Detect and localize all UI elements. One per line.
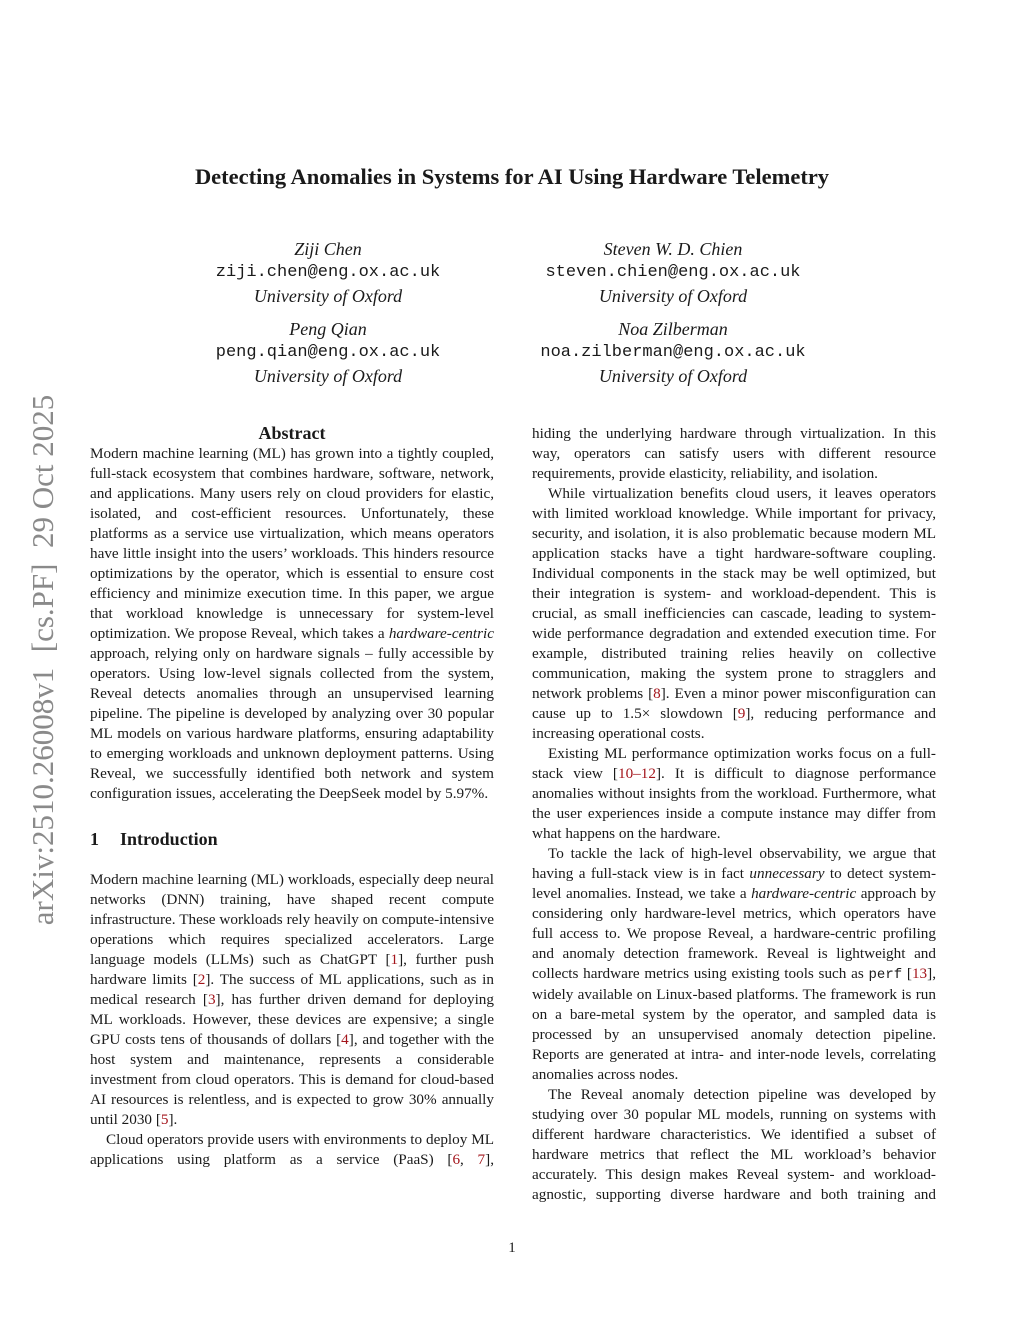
body-paragraph: To tackle the lack of high-level observability, we argue that having a full-stack view is in fact unnecessary to detect system-level anomalies. Instead, we take a hardware-centric approach by considering only hardware-level metrics, which operators have full access to. We propose Reveal, a hardware-centric profiling and anomaly detection framework. Reveal is lightweight and collects hardware metrics using existing tools such as perf [13], widely available on Linux-based platforms. The framework is run on a bare-metal system by the operator, and sampled data is processed by an unsupervised anomaly detection pipeline. Reports are generated at intra- and inter-node levels, correlating anomalies across nodes. (532, 845, 936, 1083)
author-affiliation: University of Oxford (598, 286, 748, 306)
citation-link[interactable]: 10–12 (617, 765, 656, 782)
paper-title: Detecting Anomalies in Systems for AI Using Hardware Telemetry (194, 164, 830, 189)
right-column (532, 424, 936, 1205)
intro-paragraph-1: Modern machine learning (ML) workloads, especially deep neural networks (DNN) training, have shaped recent compute infrastructure. These workloads rely heavily on compute-intensive operations which requires specialized accelerators. Large language models (LLMs) such as ChatGPT [1], further push hardware limits [2]. The success of ML applications, such as in medical research [3], has further driven demand for deploying ML workloads. However, these devices are expensive; a single GPU costs tens of thousands of dollars [4], and together with the host system and maintenance, represents a considerable investment from cloud operators. This is demand for cloud-based AI resources is relentless, and is expected to grow 30% annually until 2030 [5]. (90, 871, 495, 1128)
citation-link[interactable]: 13 (911, 965, 928, 982)
author-affiliation: University of Oxford (598, 366, 748, 386)
citation-link[interactable]: 2 (197, 971, 206, 988)
citation-link[interactable]: 5 (160, 1111, 169, 1128)
citation-link[interactable]: 8 (653, 685, 661, 702)
body-paragraph: While virtualization benefits cloud users, it leaves operators with limited workload knowledge. While important for privacy, security, and isolation, it is also problematic because modern ML application stacks have a tight hardware-software coupling. Individual components in the stack may be well optimized, but their integration is system- and workload-dependent. This is crucial, as small inefficiencies can cascade, leading to system-wide performance degradation and extended execution time. For example, distributed training relies heavily on collective communication, making the system prone to stragglers and network problems [8]. Even a minor power misconfiguration can cause up to 1.5× slowdown [9], reducing performance and increasing operational costs. (532, 485, 936, 742)
author-block-1 (148, 238, 508, 308)
author-name: Noa Zilberman (618, 319, 728, 339)
author-name: Peng Qian (289, 319, 367, 339)
author-block-4 (493, 318, 853, 388)
body-paragraph: Existing ML performance optimization works focus on a full-stack view [10–12]. It is difficult to diagnose performance anomalies without insights from the workload. Furthermore, what the user experiences inside a compute instance may differ from what happens on the hardware. (532, 745, 936, 842)
author-block-2 (493, 238, 853, 308)
body-paragraph: hiding the underlying hardware through virtualization. In this way, operators can satisfy users with different resource requirements, provide elasticity, reliability, and isolation. (532, 425, 936, 482)
left-column (90, 422, 494, 1170)
abstract-heading: Abstract (258, 423, 326, 443)
author-email: steven.chien@eng.ox.ac.uk (545, 263, 801, 282)
citation-link[interactable]: 3 (207, 991, 216, 1008)
inline-code: perf (868, 967, 903, 983)
author-block-3 (148, 318, 508, 388)
author-email: noa.zilberman@eng.ox.ac.uk (540, 343, 806, 362)
author-email: ziji.chen@eng.ox.ac.uk (215, 263, 441, 282)
citation-link[interactable]: 6 (452, 1151, 461, 1168)
citation-link[interactable]: 1 (390, 951, 399, 968)
arxiv-identifier: arXiv:2510.26008v1 [cs.PF] 29 Oct 2025 (25, 394, 60, 926)
author-affiliation: University of Oxford (253, 286, 403, 306)
page-number: 1 (508, 1240, 516, 1256)
intro-paragraph-2: Cloud operators provide users with environments to deploy ML applications using platform as a service (PaaS) [6, 7], (90, 1131, 494, 1168)
author-email: peng.qian@eng.ox.ac.uk (215, 343, 441, 362)
citation-link[interactable]: 7 (477, 1151, 486, 1168)
author-affiliation: University of Oxford (253, 366, 403, 386)
abstract-text: Modern machine learning (ML) has grown into a tightly coupled, full-stack ecosystem that combines hardware, software, network, and applications. Many users rely on cloud providers for elastic, isolated, and cost-efficient resources. Unfortunately, these platforms as a service use virtualization, which means operators have little insight into the users’ workloads. This hinders resource optimizations by the operator, which is essential to ensure cost efficiency and minimize execution time. In this paper, we argue that workload knowledge is unnecessary for system-level optimization. We propose Reveal, which takes a hardware-centric approach, relying only on hardware signals – fully accessible by operators. Using low-level signals collected from the system, Reveal detects anomalies through an unsupervised learning pipeline. The pipeline is developed by analyzing over 30 popular ML models on various hardware platforms, ensuring adaptability to emerging workloads and unknown deployment patterns. Using Reveal, we successfully identified both network and system configuration issues, accelerating the DeepSeek model by 5.97%. (90, 445, 494, 802)
section-heading-introduction: 1 Introduction (90, 829, 218, 849)
body-paragraph: The Reveal anomaly detection pipeline was developed by studying over 30 popular ML models, running on systems with different hardware characteristics. We identified a subset of hardware metrics that reflect the ML workload’s behavior accurately. This design makes Reveal system- and workload-agnostic, supporting diverse hardware and both training and (532, 1086, 936, 1203)
author-name: Steven W. D. Chien (603, 239, 743, 259)
citation-link[interactable]: 4 (341, 1031, 349, 1048)
citation-link[interactable]: 9 (737, 705, 746, 722)
author-name: Ziji Chen (294, 239, 362, 259)
